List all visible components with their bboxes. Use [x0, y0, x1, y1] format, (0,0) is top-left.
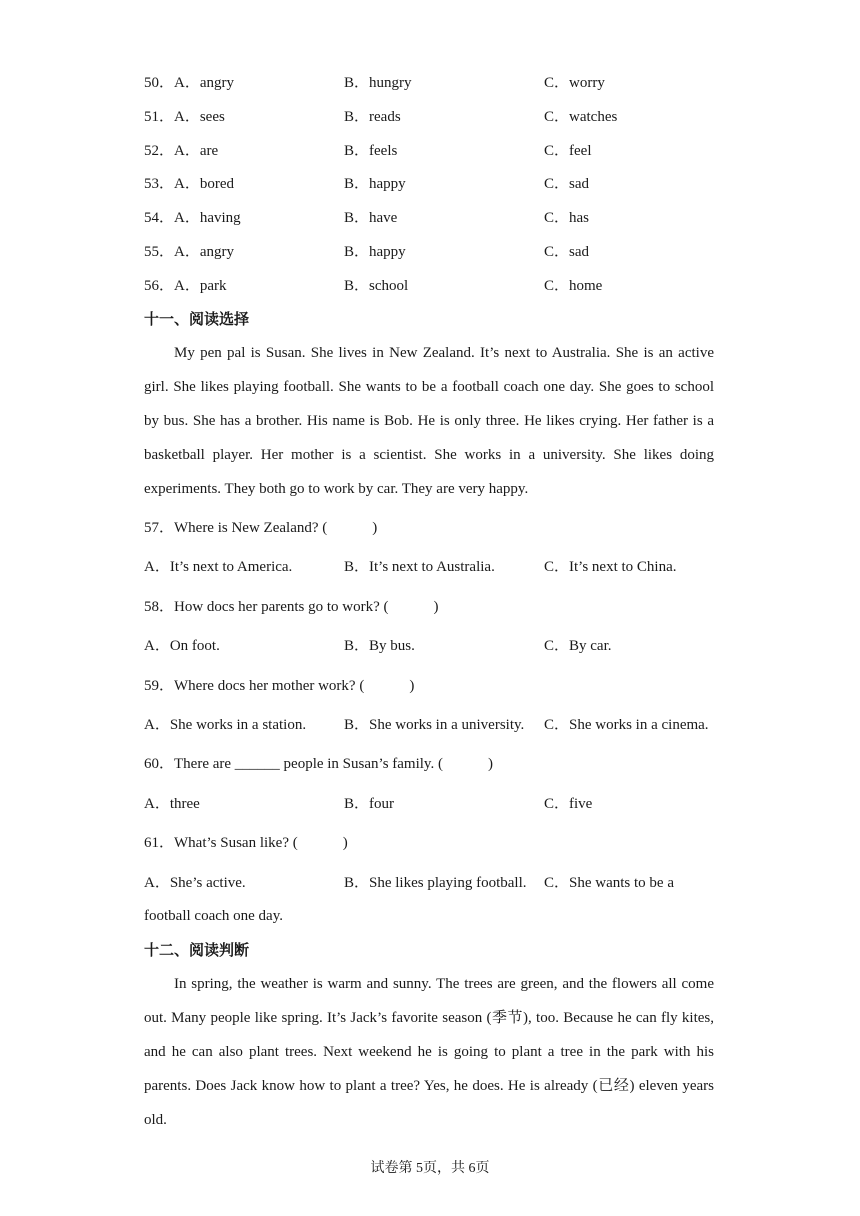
- option-a: 53．A．bored: [144, 176, 235, 192]
- answer-c: C．five: [544, 796, 593, 812]
- option-c: C．has: [544, 210, 590, 226]
- answer-b: B．She likes playing football.: [344, 875, 527, 891]
- option-row-50: [144, 71, 744, 95]
- option-b: B．have: [344, 210, 398, 226]
- answer-c: C．She works in a cinema.: [544, 717, 709, 733]
- option-a: 54．A．having: [144, 210, 241, 226]
- answer-c: C．By car.: [544, 638, 612, 654]
- option-row-52: [144, 139, 744, 163]
- option-c: C．worry: [544, 75, 605, 91]
- question-60: 60．There are ______ people in Susan’s family. ( ): [144, 756, 493, 772]
- option-c: C．sad: [544, 176, 590, 192]
- option-row-53: [144, 172, 744, 196]
- answer-b: B．She works in a university.: [344, 717, 525, 733]
- option-row-51: [144, 105, 744, 129]
- option-a: 52．A．are: [144, 143, 219, 159]
- option-a: 56．A．park: [144, 278, 227, 294]
- option-c: C．feel: [544, 143, 592, 159]
- reading-passage-susan: My pen pal is Susan. She lives in New Zealand. It’s next to Australia. She is an active girl. She likes playing football. She wants to be a football coach one day. She goes to school by bus. She has a brother. His name is Bob. He is only three. He likes crying. Her father is a basketball player. Her mother is a scientist. She works in a university. She likes doing experiments. They both go to work by car. They are very happy.: [144, 345, 714, 497]
- option-row-55: [144, 240, 744, 264]
- answer-row-61: [144, 871, 744, 895]
- question-58: 58．How docs her parents go to work? ( ): [144, 599, 439, 615]
- section-title-reading-choice: 十一、阅读选择: [144, 310, 250, 328]
- answer-row-59: [144, 713, 744, 737]
- option-b: B．school: [344, 278, 409, 294]
- question-57: 57．Where is New Zealand? ( ): [144, 520, 378, 536]
- answer-a: A．It’s next to America.: [144, 559, 293, 575]
- page-footer: 试卷第 5页，共 6页: [370, 1161, 490, 1176]
- answer-b: B．It’s next to Australia.: [344, 559, 495, 575]
- answer-row-58: [144, 634, 744, 658]
- question-61: 61．What’s Susan like? ( ): [144, 835, 348, 851]
- option-row-54: [144, 206, 744, 230]
- question-59: 59．Where docs her mother work? ( ): [144, 678, 415, 694]
- answer-b: B．four: [344, 796, 394, 812]
- option-a: 55．A．angry: [144, 244, 235, 260]
- option-b: B．feels: [344, 143, 398, 159]
- option-b: B．happy: [344, 176, 406, 192]
- answer-row-60: [144, 792, 744, 816]
- answer-a: A．three: [144, 796, 200, 812]
- option-c: C．watches: [544, 109, 618, 125]
- option-row-56: [144, 274, 744, 298]
- option-c: C．sad: [544, 244, 590, 260]
- option-c: C．home: [544, 278, 603, 294]
- answer-a: A．She’s active.: [144, 875, 246, 891]
- answer-row-57: [144, 555, 744, 579]
- answer-a: A．On foot.: [144, 638, 220, 654]
- option-a: 50．A．angry: [144, 75, 235, 91]
- answer-c: C．She wants to be a: [544, 875, 674, 891]
- answer-b: B．By bus.: [344, 638, 415, 654]
- section-title-reading-judgement: 十二、阅读判断: [144, 941, 250, 959]
- answer-a: A．She works in a station.: [144, 717, 307, 733]
- reading-passage-jack: In spring, the weather is warm and sunny. The trees are green, and the flowers all come out. Many people like spring. It’s Jack’s favorite season (季节), too. Because he can fly kites, and he can also plant trees. Next weekend he is going to plant a tree in the park with his parents. Does Jack know how to plant a tree? Yes, he does. He is already (已经) eleven years old.: [144, 976, 714, 1128]
- answer-c-continuation: football coach one day.: [144, 908, 283, 924]
- option-b: B．happy: [344, 244, 406, 260]
- answer-c: C．It’s next to China.: [544, 559, 677, 575]
- option-b: B．hungry: [344, 75, 412, 91]
- option-a: 51．A．sees: [144, 109, 225, 125]
- option-b: B．reads: [344, 109, 401, 125]
